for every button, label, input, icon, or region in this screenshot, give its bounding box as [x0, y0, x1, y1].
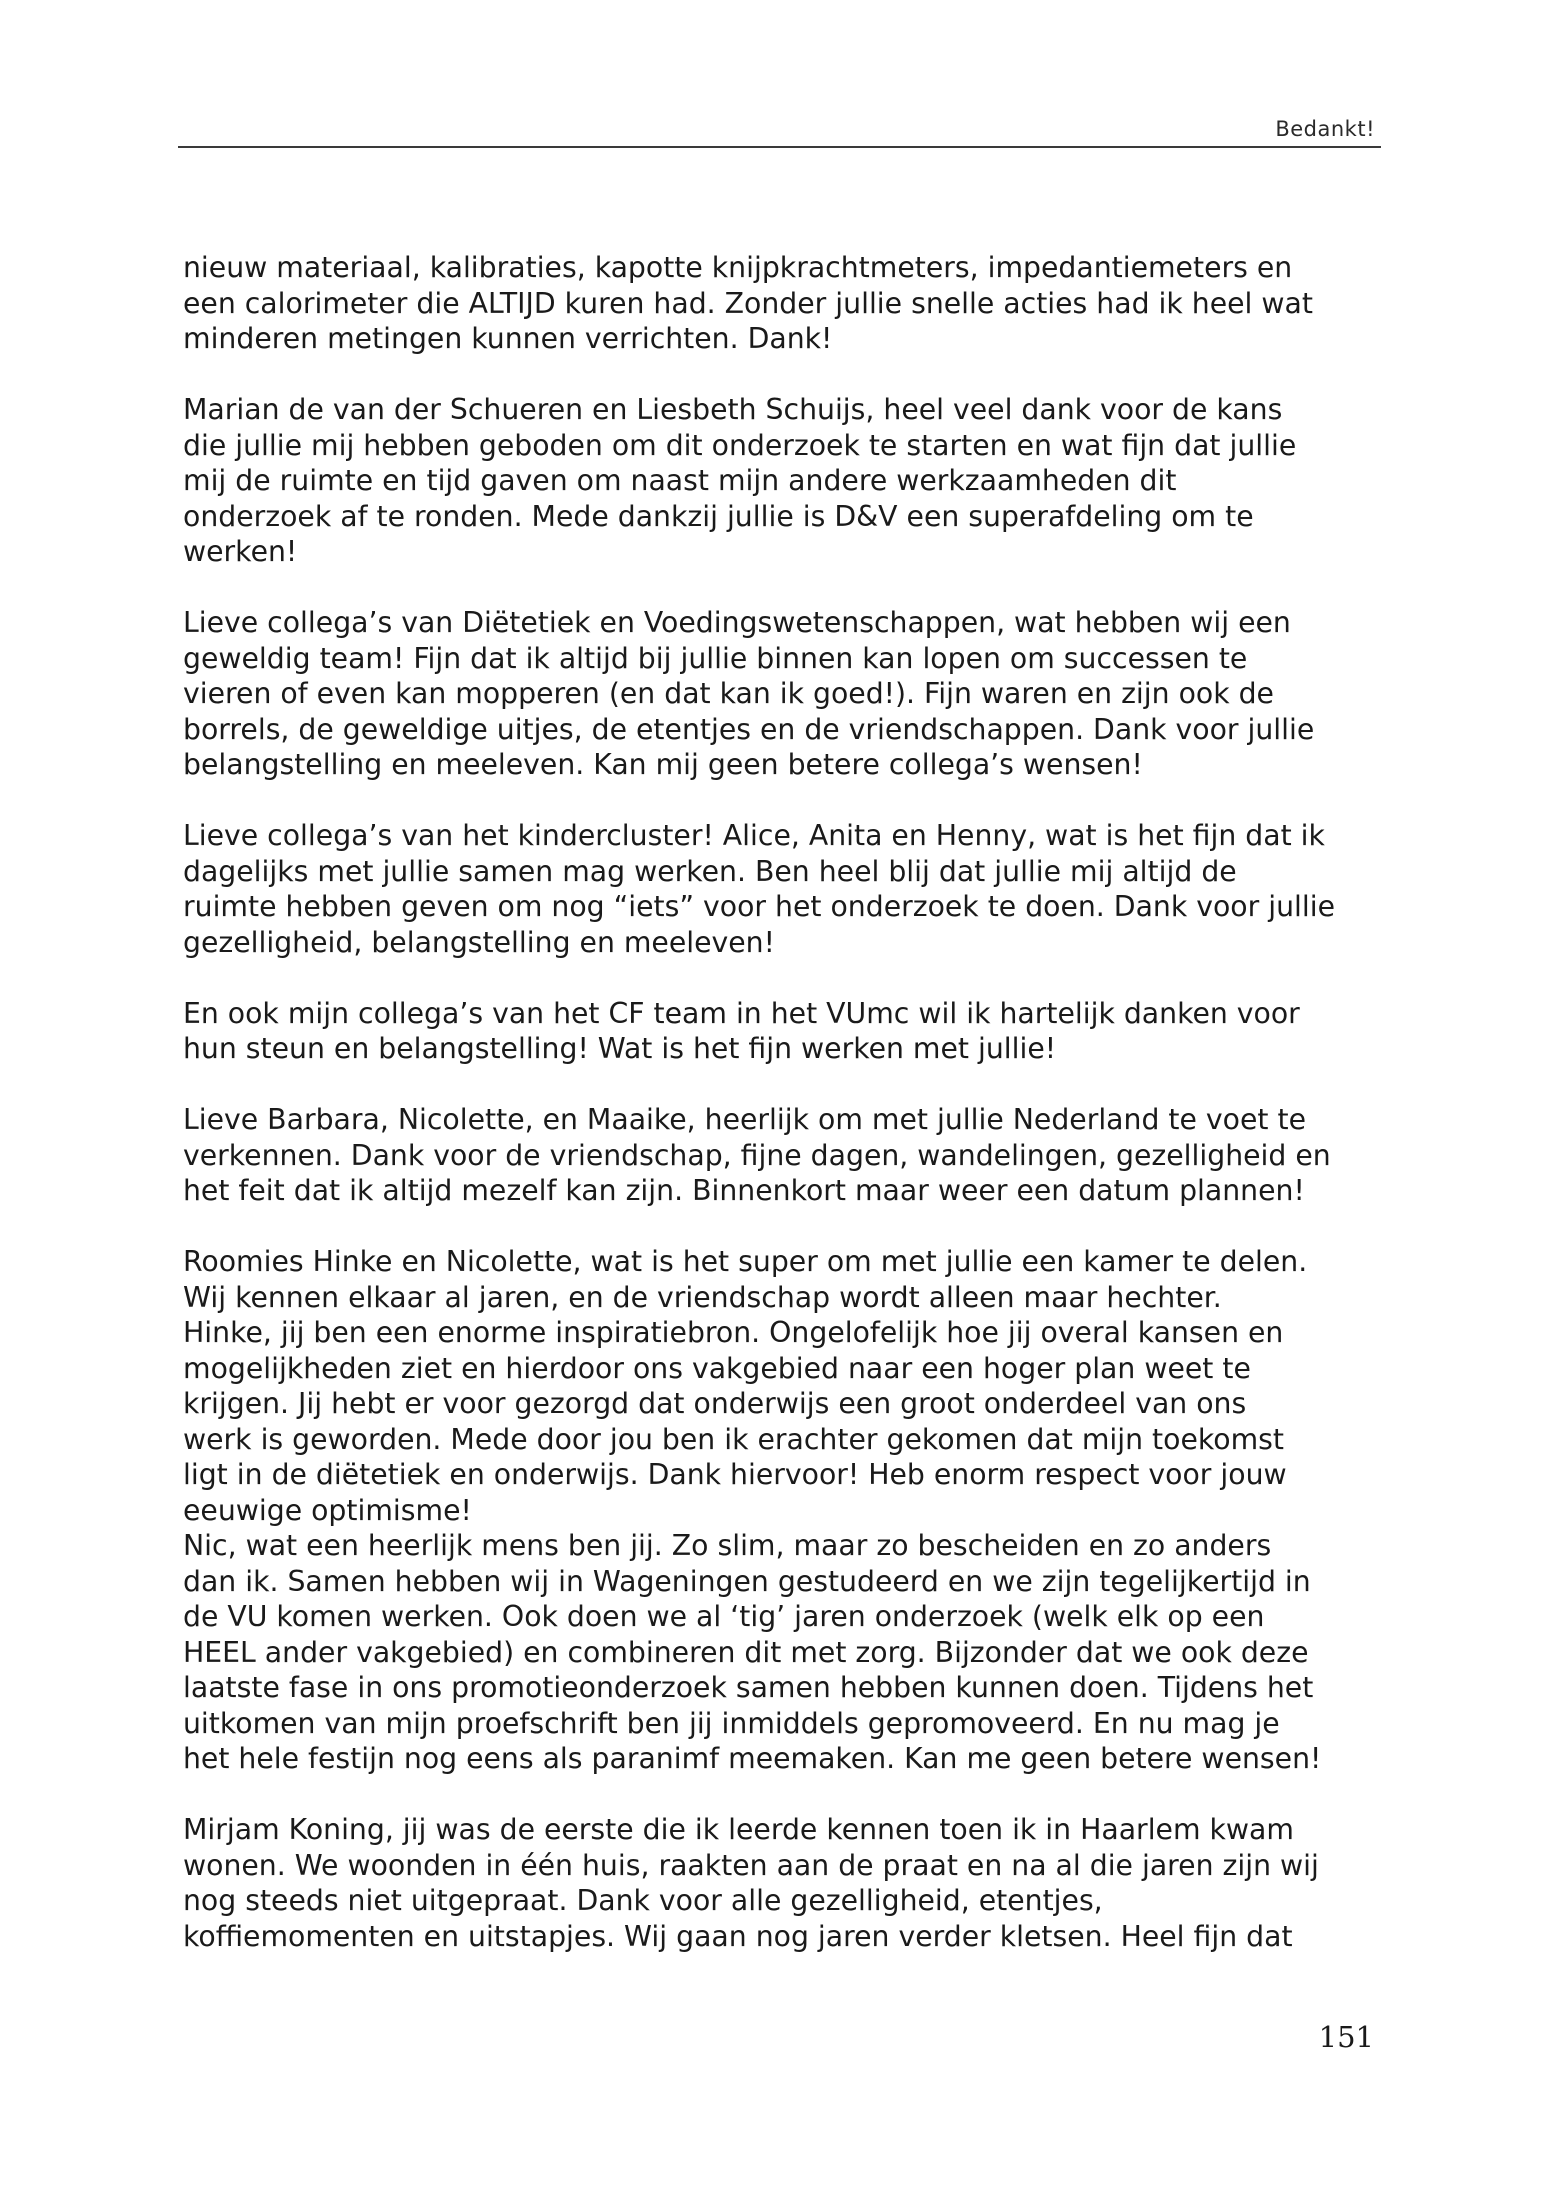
text-line: vieren of even kan mopperen (en dat kan ik goed!). Fijn waren en zijn ook de	[183, 677, 1274, 710]
page-number: 151	[1318, 2020, 1374, 2054]
text-line: een calorimeter die ALTIJD kuren had. Zonder jullie snelle acties had ik heel wat	[183, 286, 1313, 320]
running-header	[178, 114, 1381, 148]
text-line: Mirjam Koning, jij was de eerste die ik leerde kennen toen ik in Haarlem kwam	[183, 1813, 1294, 1846]
text-line: Marian de van der Schueren en Liesbeth Schuijs, heel veel dank voor de kans	[183, 393, 1283, 426]
text-line: Nic, wat een heerlijk mens ben jij. Zo slim, maar zo bescheiden en zo anders	[183, 1529, 1272, 1562]
running-header-title: Bedankt!	[1275, 117, 1375, 141]
paragraph-technicians	[183, 250, 1383, 357]
text-line: Lieve collega’s van het kindercluster! Alice, Anita en Henny, wat is het fijn dat ik	[183, 819, 1325, 852]
paragraph-roomies	[183, 1244, 1383, 1528]
paragraph-mirjam	[183, 1812, 1383, 1954]
text-line: nieuw materiaal, kalibraties, kapotte knijpkrachtmeters, impedantiemeters en	[183, 251, 1293, 284]
text-line: nog steeds niet uitgepraat. Dank voor alle gezelligheid, etentjes,	[183, 1884, 1103, 1917]
paragraph-cf-team	[183, 996, 1383, 1067]
text-line: uitkomen van mijn proefschrift ben jij inmiddels gepromoveerd. En nu mag je	[183, 1706, 1280, 1740]
text-line: dan ik. Samen hebben wij in Wageningen gestudeerd en we zijn tegelijkertijd in	[183, 1564, 1311, 1598]
paragraph-dietetics-colleagues	[183, 605, 1383, 783]
text-line: ligt in de diëtetiek en onderwijs. Dank hiervoor! Heb enorm respect voor jouw	[183, 1458, 1287, 1491]
text-line: Wij kennen elkaar al jaren, en de vriendschap wordt alleen maar hechter.	[183, 1280, 1222, 1314]
text-line: werk is geworden. Mede door jou ben ik erachter gekomen dat mijn toekomst	[183, 1422, 1284, 1456]
text-line: hun steun en belangstelling! Wat is het fijn werken met jullie!	[183, 1032, 1057, 1065]
text-line: geweldig team! Fijn dat ik altijd bij jullie binnen kan lopen om successen te	[183, 641, 1248, 675]
text-line: ruimte hebben geven om nog “iets” voor het onderzoek te doen. Dank voor jullie	[183, 890, 1336, 923]
text-line: mij de ruimte en tijd gaven om naast mijn andere werkzaamheden dit	[183, 464, 1177, 497]
text-line: laatste fase in ons promotieonderzoek samen hebben kunnen doen. Tijdens het	[183, 1671, 1314, 1704]
text-line: wonen. We woonden in één huis, raakten aan de praat en na al die jaren zijn wij	[183, 1848, 1319, 1882]
body-text	[183, 250, 1383, 1990]
text-line: Lieve Barbara, Nicolette, en Maaike, heerlijk om met jullie Nederland te voet te	[183, 1103, 1306, 1136]
text-line: krijgen. Jij hebt er voor gezorgd dat onderwijs een groot onderdeel van ons	[183, 1387, 1247, 1420]
text-line: het feit dat ik altijd mezelf kan zijn. Binnenkort maar weer een datum plannen!	[183, 1174, 1305, 1207]
text-line: werken!	[183, 535, 298, 568]
paragraph-kindercluster	[183, 818, 1383, 960]
text-line: onderzoek af te ronden. Mede dankzij jullie is D&V een superafdeling om te	[183, 499, 1254, 533]
text-line: Hinke, jij ben een enorme inspiratiebron. Ongelofelijk hoe jij overal kansen en	[183, 1316, 1284, 1349]
text-line: gezelligheid, belangstelling en meeleven!	[183, 925, 775, 959]
text-line: HEEL ander vakgebied) en combineren dit met zorg. Bijzonder dat we ook deze	[183, 1635, 1309, 1669]
text-line: verkennen. Dank voor de vriendschap, fijne dagen, wandelingen, gezelligheid en	[183, 1138, 1331, 1172]
paragraph-friends-walking	[183, 1102, 1383, 1209]
text-line: belangstelling en meeleven. Kan mij geen betere collega’s wensen!	[183, 748, 1143, 781]
text-line: En ook mijn collega’s van het CF team in het VUmc wil ik hartelijk danken voor	[183, 996, 1300, 1030]
text-line: mogelijkheden ziet en hierdoor ons vakgebied naar een hoger plan weet te	[183, 1351, 1251, 1385]
text-line: eeuwige optimisme!	[183, 1493, 472, 1527]
text-line: Roomies Hinke en Nicolette, wat is het super om met jullie een kamer te delen.	[183, 1245, 1308, 1278]
text-line: de VU komen werken. Ook doen we al ‘tig’ jaren onderzoek (welk elk op een	[183, 1600, 1265, 1633]
paragraph-marian-liesbeth	[183, 392, 1383, 570]
text-line: borrels, de geweldige uitjes, de etentjes en de vriendschappen. Dank voor jullie	[183, 712, 1315, 746]
paragraph-nic	[183, 1528, 1383, 1777]
text-line: dagelijks met jullie samen mag werken. Ben heel blij dat jullie mij altijd de	[183, 854, 1237, 888]
text-line: koffiemomenten en uitstapjes. Wij gaan nog jaren verder kletsen. Heel fijn dat	[183, 1919, 1293, 1953]
text-line: die jullie mij hebben geboden om dit onderzoek te starten en wat fijn dat jullie	[183, 428, 1297, 462]
text-line: minderen metingen kunnen verrichten. Dank!	[183, 322, 833, 355]
text-line: het hele festijn nog eens als paranimf meemaken. Kan me geen betere wensen!	[183, 1742, 1322, 1775]
text-line: Lieve collega’s van Diëtetiek en Voedingswetenschappen, wat hebben wij een	[183, 606, 1291, 639]
